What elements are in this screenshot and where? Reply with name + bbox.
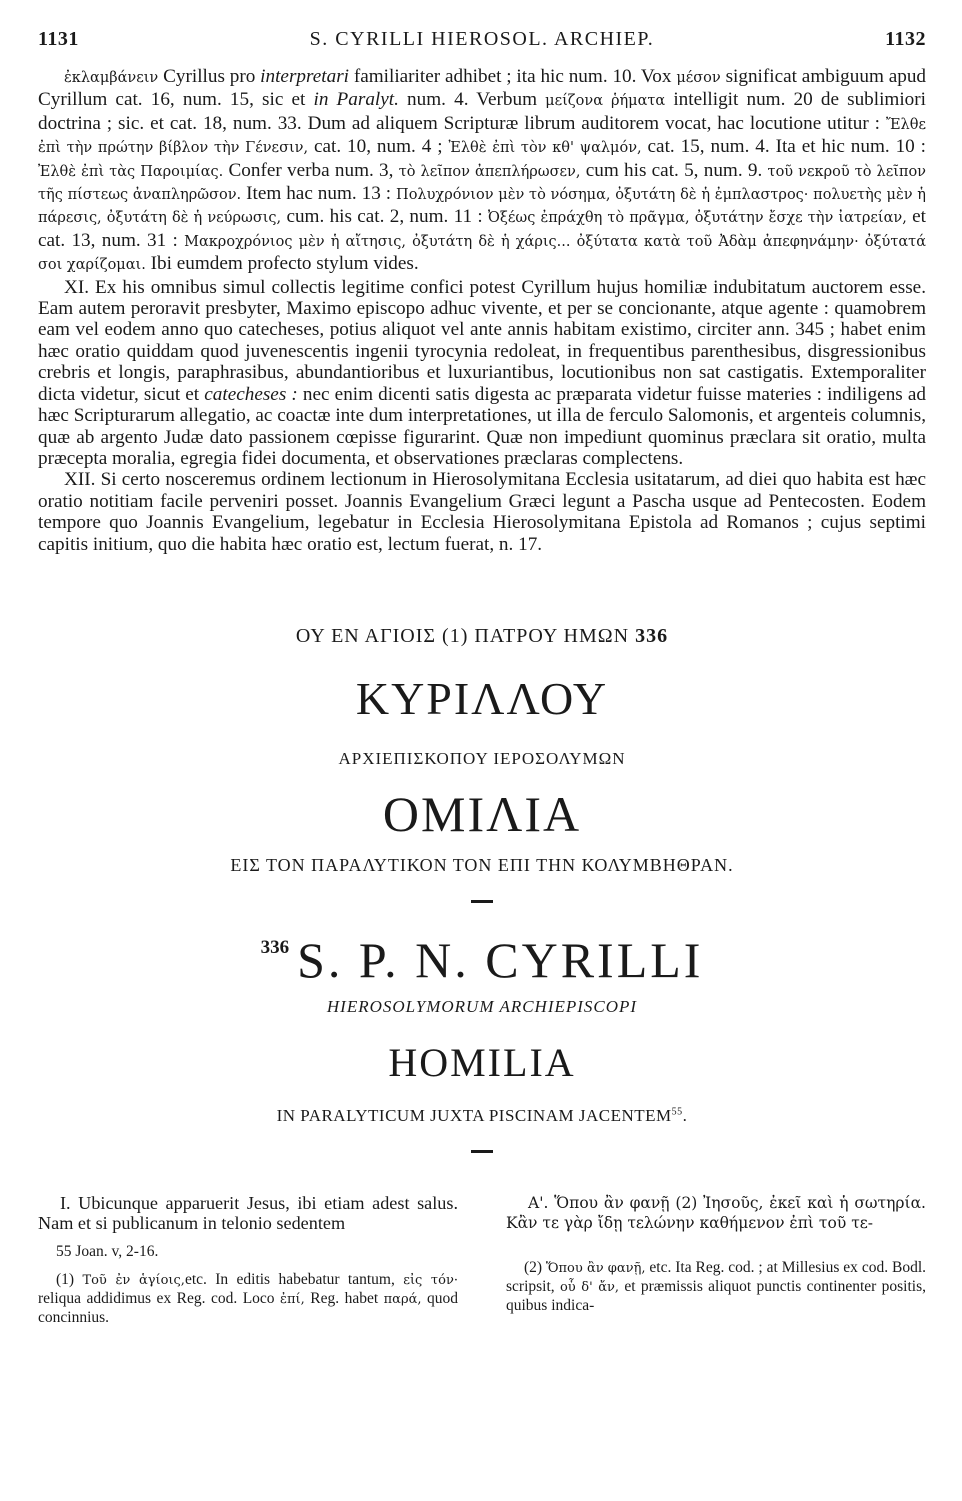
text-run: etc. Ita Reg. cod. ; at Millesius ex cod. Bodl. scripsit, — [506, 1258, 926, 1295]
latin-column-marker: 336 — [260, 936, 290, 958]
text-run: Πολυχρόνιον μὲν τὸ νόσημα, ὀξυτάτη δὲ ἡ ἐμπλαστρος· πολυετὴς μὲν ἡ πάρεσις, ὀξυτάτη δὲ ἡ νεύρωσις, — [38, 187, 926, 227]
text-run: num. 4. Verbum — [398, 89, 546, 111]
greek-work-title: ΟΜΙΛΙΑ — [382, 785, 582, 842]
greek-work-subtitle: ΕΙΣ ΤΟΝ ΠΑΡΑΛΥΤΙΚΟΝ ΤΟΝ ΕΠΙ ΤΗΝ ΚΟΛΥΜΒΗΘΡΑΝ. — [230, 854, 734, 875]
text-run: XI. Ex his omnibus simul collectis legitime confici potest Cyrillum hujus homiliæ indubitatum auctorem esse. Eam autem peroravit presbyter, Maximo episcopo adhuc vivente, et per se concionante, atque agente : quamobrem eam vel eodem anno quo catecheses, potius aliquot vel ante annis habitam existimo, circiter ann. 345 ; habet enim hæc oratio quiddam quod juvenescentis ingenii tyrocynia redoleat, in frequentibus parenthesibus, disgressionibus crebris et longis, paraphrasibus, abundantioribus et luxuriantibus, locutionibus non sat castigatis. Extemporaliter dicta videtur, sicut et — [38, 276, 926, 405]
greek-author-name: ΚΥΡΙΛΛΟΥ — [355, 672, 609, 724]
footnote-1-text — [38, 1271, 458, 1327]
text-run: interpretari — [260, 66, 349, 87]
right-page-number: 1132 — [885, 28, 926, 50]
preface-paragraph-2 — [38, 277, 926, 470]
text-run: μέσον — [676, 70, 721, 86]
text-run: τὸ λεῖπον ἀπεπλήρωσεν, — [398, 163, 581, 180]
latin-text-paragraph: I. Ubicunque apparuerit Jesus, ibi etiam adest salus. Nam et si publicanum in telonio sedentem — [38, 1192, 458, 1233]
footnote-55 — [38, 1243, 458, 1261]
text-run: Item hac num. 13 : — [241, 183, 397, 205]
text-run: et præmissis aliquot punctis continenter positis, quibus indica- — [506, 1277, 926, 1314]
separator-dash-2 — [471, 1150, 493, 1153]
text-run: quod concinnius. — [38, 1289, 458, 1326]
text-run: ἐπί, — [280, 1291, 305, 1307]
preface-text — [38, 66, 926, 555]
text-run: in Paralyt. — [313, 89, 399, 111]
text-run: etc. In editis habebatur tantum, — [184, 1270, 404, 1288]
latin-work-title: HOMILIA — [388, 1039, 576, 1085]
text-run: Ἐλθὲ ἐπὶ τὸν κθ' ψαλμόν, — [448, 140, 642, 157]
text-run: Reg. habet — [304, 1289, 384, 1307]
text-run: intelligit num. 20 de sublimiori doctrina ; sic. et cat. 18, num. 33. Dum ad aliquem Scripturæ librum auditorem vocat, hac locutione utitur : — [38, 89, 926, 134]
text-run: τοῦ νεκροῦ τὸ λεῖπον τῆς πίστεως ἀναπληρῶσον. — [38, 163, 926, 204]
text-run: (2) — [524, 1258, 546, 1276]
text-run: cat. 15, num. 4. Ita et hic num. 10 : — [641, 136, 927, 158]
text-run: ἐκλαμβάνειν — [64, 70, 159, 86]
text-run: Μακροχρόνιος μὲν ἡ αἴτησις, ὀξυτάτη δὲ ἡ χάρις... ὀξύτατα κατὰ τοῦ Ἀδὰμ ἀπεφηνάμην· ὀξύτατά σοι χαρίζομαι. — [38, 233, 926, 274]
text-run: XII. Si certo nosceremus ordinem lectionum in Hierosolymitana Ecclesia usitatarum, ad diei quo habita est hæc oratio notitiam facile perveniri posset. Joannis Evangelium Græci legunt a Pascha usque ad Pentecosten. Eodem tempore quo Joannis Evangelium, legebatur in Ecclesia Hierosolymitana Epistola ad Romanos ; cujus septimi capitis initium, quo die habita hæc oratio est, lectum fuerat, n. 17. — [38, 469, 926, 555]
text-run: (1) — [56, 1270, 83, 1288]
text-run: reliqua addidimus ex Reg. cod. Loco — [38, 1289, 281, 1307]
text-run: significat ambiguum apud Cyrillum cat. 16, num. 15, sic et — [38, 66, 927, 111]
text-run: catecheses : — [204, 383, 298, 405]
greek-author-title: ΑΡΧΙΕΠΙΣΚΟΠΟΥ ΙΕΡΟΣΟΛΥΜΩΝ — [338, 748, 626, 768]
latin-author-title: HIEROSOLYMORUM ARCHIEPISCOPI — [326, 996, 638, 1016]
footnote-ref-55: 55 — [671, 1106, 683, 1118]
text-run: familiariter adhibet ; ita hic num. 10. Vox — [349, 66, 677, 87]
text-run: εἰς τόν· — [403, 1272, 458, 1288]
text-run: et cat. 13, num. 31 : — [38, 206, 926, 251]
text-run: nec enim dicenti satis digesta ac præparata videtur fuisse materies : indiligens ad hæc Scripturarum allegatio, ac coactæ inte dum interpretationes, ut illa de ferculo Salomonis, et argenteis columnis, quæ ab argento Judæ dato passionem cœpisse figurarint. Quæ non impediunt quominus præclara sit oratio, multa præcepta moralia, egregia fidei documenta, et observationes præclaras complectens. — [38, 383, 926, 469]
text-run: Confer verba num. 3, — [223, 159, 399, 181]
latin-author-line — [38, 931, 926, 989]
text-run: Τοῦ ἐν ἁγίοις, — [82, 1272, 185, 1288]
greek-heading-text: ΟΥ ΕΝ ΑΓΙΟΙΣ (1) ΠΑΤΡΟΥ ΗΜΩΝ — [295, 624, 630, 647]
greek-heading-line — [38, 625, 926, 648]
left-page-number: 1131 — [38, 28, 79, 50]
latin-work-subtitle: IN PARALYTICUM JUXTA PISCINAM JACENTEM$^{55}$. — [276, 1105, 688, 1125]
text-run: Ὅπου ἂν φανῇ, — [545, 1260, 646, 1276]
footnote-1 — [38, 1271, 458, 1327]
text-run: Cyrillus pro — [158, 66, 261, 87]
running-title: S. CYRILLI HIEROSOL. ARCHIEP. — [309, 28, 655, 50]
text-run: Ὀξέως ἐπράχθη τὸ πρᾶγμα, ὀξυτάτην ἔσχε τὴν ἰατρείαν, — [488, 210, 907, 227]
text-run: cum. his cat. 2, num. 11 : — [281, 206, 489, 228]
footnote-2 — [506, 1259, 926, 1315]
column-marker: 336 — [635, 624, 669, 647]
text-run: μείζονα ῥήματα — [545, 93, 666, 110]
latin-author-name: S. P. N. CYRILLI — [297, 931, 704, 988]
text-run: παρά, — [383, 1291, 422, 1307]
separator-dash — [471, 900, 493, 903]
latin-work-subtitle-text: IN PARALYTICUM JUXTA PISCINAM JACENTEM — [276, 1105, 672, 1125]
text-run: Ibi eumdem profecto stylum vides. — [145, 253, 419, 275]
preface-paragraph-1 — [38, 66, 926, 277]
text-run: cum his cat. 5, num. 9. — [580, 159, 768, 181]
page — [38, 28, 926, 1327]
footnote-55-text: 55 Joan. v, 2-16. — [56, 1242, 159, 1260]
two-column-body — [38, 1193, 926, 1327]
left-column-latin — [38, 1193, 458, 1327]
text-run: Ἔλθε ἐπὶ τὴν πρώτην βίβλον τὴν Γένεσιν, — [38, 116, 926, 157]
footnote-2-text — [506, 1259, 926, 1315]
preface-paragraph-3 — [38, 469, 926, 555]
text-run: Ἐλθὲ ἐπὶ τὰς Παροιμίας. — [38, 163, 224, 180]
text-run: οὗ δ' ἄν, — [559, 1279, 620, 1295]
greek-text-paragraph: Α'. Ὅπου ἂν φανῇ (2) Ἰησοῦς, ἐκεῖ καὶ ἡ σωτηρία. Κἂν τε γὰρ ἴδῃ τελώνην καθήμενον ἐπὶ τοῦ τε- — [506, 1193, 926, 1232]
right-column-greek — [506, 1193, 926, 1327]
text-run: cat. 10, num. 4 ; — [308, 136, 449, 158]
running-head — [38, 28, 926, 58]
